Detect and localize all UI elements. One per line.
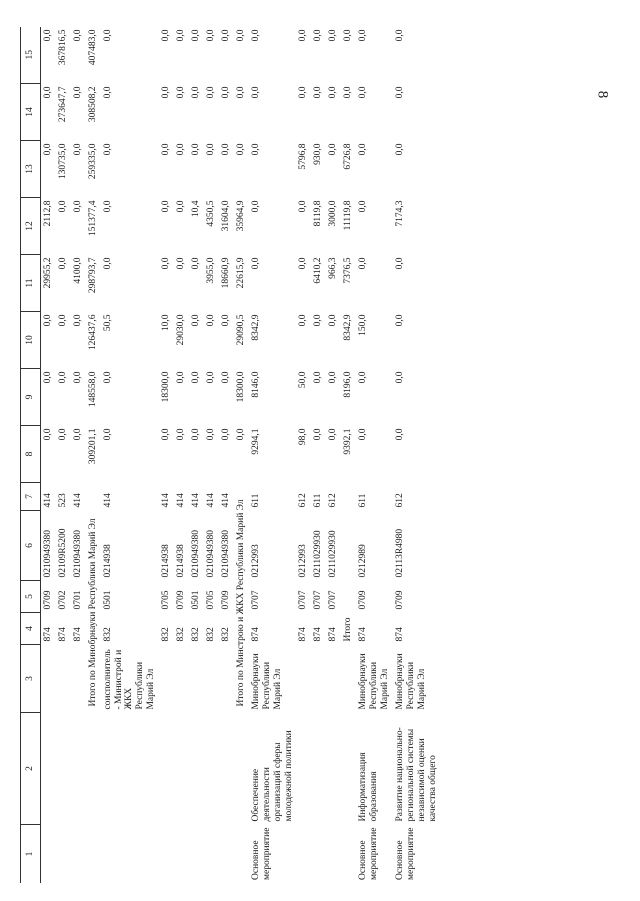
amount-cell: 8342,9 [250,314,261,341]
amount-cell: 50,0 [298,371,309,389]
section-code-cell: 0707 [313,590,324,610]
amount-cell: 29090,5 [235,314,246,346]
section-code-cell: 0709 [42,590,53,610]
amount-cell: 126437,6 [87,314,98,351]
amount-cell: 3000,0 [328,200,339,227]
amount-cell: 0,0 [72,371,83,384]
amount-cell: 11119,8 [343,200,354,231]
grbs-code-cell: 832 [102,627,113,642]
table-row [311,27,326,883]
amount-cell: 309201,1 [87,428,98,465]
target-article-cell: 0214938 [102,544,113,578]
table-row [356,27,393,883]
amount-cell: 0,0 [328,29,339,42]
target-article-cell: 0212993 [250,544,261,578]
amount-cell: 18300,0 [161,371,172,403]
amount-cell: 0,0 [191,257,202,270]
activity-type-cell [56,825,71,883]
target-article-cell: 0211029930 [313,530,324,578]
activity-name-cell [189,713,204,825]
executor-cell: Минобрнауки Республики Марий Эл [358,653,390,710]
amount-cell: 0,0 [57,428,68,441]
activity-name-cell: Развитие национально-региональной системы независимой оценки качества общего [394,727,438,822]
target-article-cell: 0211029930 [328,530,339,578]
amount-cell: 0,0 [220,428,231,441]
subtotal-label: Итого по Минобрнауки Республики Марий Эл [87,518,98,707]
amount-cell: 0,0 [220,143,231,156]
expense-type-cell: 414 [205,493,216,508]
expense-type-cell: 611 [250,493,261,508]
activity-name-cell [341,713,356,825]
amount-cell: 0,0 [358,371,369,384]
column-number: 7 [21,483,41,511]
activity-name-cell [159,713,174,825]
activity-name-cell [71,713,86,825]
column-number: 5 [21,581,41,613]
amount-cell: 0,0 [102,200,113,213]
target-article-cell [341,511,356,581]
grbs-code-cell: 874 [42,627,53,642]
amount-cell: 7376,5 [343,257,354,284]
amount-cell: 0,0 [298,200,309,213]
grbs-code-cell: 874 [57,627,68,642]
executor-cell [40,645,55,713]
amount-cell: 0,0 [313,86,324,99]
amount-cell: 0,0 [394,371,405,384]
grbs-code-cell: 832 [220,627,231,642]
table-row [249,27,297,883]
subtotal-row [234,27,249,883]
activity-type-cell [204,825,219,883]
section-code-cell [341,581,356,613]
amount-cell: 29030,0 [176,314,187,346]
executor-cell [326,645,341,713]
activity-name-cell [311,713,326,825]
amount-cell: 0,0 [250,143,261,156]
column-number: 9 [21,369,41,426]
grbs-code-cell: 832 [205,627,216,642]
expense-type-cell: 612 [298,493,309,508]
amount-cell: 0,0 [313,29,324,42]
section-code-cell: 0501 [102,590,113,610]
amount-cell: 0,0 [102,29,113,42]
column-number: 1 [21,825,41,883]
amount-cell: 0,0 [394,314,405,327]
amount-cell: 0,0 [250,29,261,42]
section-code-cell: 0709 [176,590,187,610]
table-row [159,27,174,883]
expense-type-cell: 414 [72,493,83,508]
amount-cell: 0,0 [42,428,53,441]
amount-cell: 0,0 [298,257,309,270]
column-number-header [21,27,41,883]
grbs-code-cell: 874 [358,627,369,642]
target-article-cell: 0214938 [161,544,172,578]
table-row [189,27,204,883]
amount-cell: 0,0 [298,86,309,99]
subtotal-row [86,27,101,883]
amount-cell: 0,0 [102,371,113,384]
amount-cell: 0,0 [394,86,405,99]
amount-cell: 8146,0 [250,371,261,398]
grbs-code-cell: 874 [250,627,261,642]
amount-cell: 0,0 [205,314,216,327]
amount-cell: 407483,0 [87,29,98,66]
amount-cell: 0,0 [358,428,369,441]
expense-type-cell: 414 [220,493,231,508]
activity-type-cell: Основное мероприятие [394,827,416,880]
activity-type-cell: Основное мероприятие [250,827,272,880]
column-number: 13 [21,141,41,198]
executor-cell [159,645,174,713]
amount-cell: 0,0 [313,428,324,441]
amount-cell: 0,0 [72,200,83,213]
amount-cell: 0,0 [328,371,339,384]
amount-cell: 0,0 [235,428,246,441]
amount-cell: 0,0 [102,143,113,156]
amount-cell: 0,0 [191,428,202,441]
amount-cell: 0,0 [250,200,261,213]
column-number: 4 [21,613,41,645]
empty-cell [234,713,249,825]
activity-type-cell [40,825,55,883]
expense-type-cell: 611 [358,493,369,508]
amount-cell: 0,0 [72,428,83,441]
activity-type-cell [101,825,160,883]
column-number: 8 [21,426,41,483]
amount-cell: 273647,7 [57,86,68,123]
amount-cell: 18660,9 [220,257,231,289]
section-code-cell: 0705 [161,590,172,610]
amount-cell: 0,0 [220,371,231,384]
amount-cell: 0,0 [57,257,68,270]
amount-cell: 0,0 [42,371,53,384]
column-number: 10 [21,312,41,369]
amount-cell: 0,0 [161,428,172,441]
table-row [296,27,311,883]
amount-cell: 0,0 [220,314,231,327]
amount-cell: 9392,1 [343,428,354,455]
amount-cell: 0,0 [57,200,68,213]
amount-cell: 4100,0 [72,257,83,284]
executor-cell [296,645,311,713]
amount-cell: 5796,8 [298,143,309,170]
executor-cell: соисполнитель - Министрой и ЖКХ Республики Марий Эл [102,649,157,710]
section-code-cell: 0707 [250,590,261,610]
amount-cell: 10,0 [161,314,172,332]
section-code-cell: 0709 [394,590,405,610]
target-article-cell: 0210949380 [191,530,202,578]
grbs-code-cell: 832 [176,627,187,642]
amount-cell: 0,0 [176,200,187,213]
target-article-cell: 0214938 [176,544,187,578]
activity-name-cell [296,713,311,825]
amount-cell: 0,0 [205,143,216,156]
amount-cell: 3955,0 [205,257,216,284]
grbs-code-cell: Итого [343,617,354,642]
target-article-cell: 0210949380 [72,530,83,578]
amount-cell: 0,0 [205,428,216,441]
amount-cell: 0,0 [394,257,405,270]
expense-type-cell: 414 [161,493,172,508]
amount-cell: 0,0 [161,200,172,213]
grbs-code-cell: 874 [313,627,324,642]
amount-cell: 151377,4 [87,200,98,237]
column-number: 3 [21,645,41,713]
expense-type-cell: 414 [102,493,113,508]
amount-cell: 0,0 [161,257,172,270]
amount-cell: 298793,7 [87,257,98,294]
amount-cell: 0,0 [343,29,354,42]
activity-name-cell [204,713,219,825]
activity-name-cell [326,713,341,825]
executor-cell: Минобрнауки Республики Марий Эл [394,653,427,710]
activity-type-cell [174,825,189,883]
activity-name-cell [56,713,71,825]
activity-name-cell [174,713,189,825]
activity-name-cell [219,713,234,825]
table-row [71,27,86,883]
expense-type-cell: 612 [328,493,339,508]
amount-cell: 0,0 [42,314,53,327]
target-article-cell: 02113R4980 [394,528,405,578]
amount-cell: 0,0 [205,29,216,42]
target-article-cell: 0212993 [298,544,309,578]
amount-cell: 0,0 [176,86,187,99]
amount-cell: 0,0 [176,257,187,270]
table-row [393,27,441,883]
expense-type-cell: 414 [191,493,202,508]
amount-cell: 0,0 [358,29,369,42]
section-code-cell: 0501 [191,590,202,610]
amount-cell: 6410,2 [313,257,324,284]
amount-cell: 22615,9 [235,257,246,289]
amount-cell: 150,0 [358,314,369,336]
amount-cell: 0,0 [313,314,324,327]
expense-type-cell [341,483,356,511]
section-code-cell: 0709 [220,590,231,610]
executor-cell [311,645,326,713]
grbs-code-cell: 832 [191,627,202,642]
activity-type-cell [341,825,356,883]
executor-cell [341,645,356,713]
column-number: 2 [21,713,41,825]
amount-cell: 98,0 [298,428,309,446]
amount-cell: 0,0 [235,143,246,156]
amount-cell: 0,0 [358,200,369,213]
activity-type-cell [296,825,311,883]
column-number: 14 [21,84,41,141]
column-number: 15 [21,27,41,84]
executor-cell [56,645,71,713]
amount-cell: 8342,9 [343,314,354,341]
amount-cell: 0,0 [205,86,216,99]
amount-cell: 50,5 [102,314,113,332]
table-row [204,27,219,883]
amount-cell: 0,0 [358,143,369,156]
amount-cell: 0,0 [298,29,309,42]
amount-cell: 367816,5 [57,29,68,66]
amount-cell: 0,0 [394,143,405,156]
amount-cell: 6726,8 [343,143,354,170]
amount-cell: 308508,2 [87,86,98,123]
amount-cell: 8119,8 [313,200,324,227]
column-number: 12 [21,198,41,255]
amount-cell: 0,0 [176,143,187,156]
amount-cell: 130735,0 [57,143,68,180]
amount-cell: 0,0 [176,371,187,384]
amount-cell: 18300,0 [235,371,246,403]
empty-cell [86,825,101,883]
budget-table [20,27,441,883]
target-article-cell: 0210949380 [205,530,216,578]
amount-cell: 0,0 [328,428,339,441]
amount-cell: 930,0 [313,143,324,165]
amount-cell: 0,0 [191,371,202,384]
amount-cell: 0,0 [191,29,202,42]
table-row [56,27,71,883]
table-row [101,27,160,883]
amount-cell: 0,0 [72,314,83,327]
amount-cell: 0,0 [220,86,231,99]
table-row [326,27,341,883]
section-code-cell: 0701 [72,590,83,610]
amount-cell: 0,0 [235,29,246,42]
expense-type-cell: 414 [176,493,187,508]
target-article-cell: 0210949380 [220,530,231,578]
amount-cell: 0,0 [72,143,83,156]
table-row [219,27,234,883]
amount-cell: 0,0 [191,314,202,327]
activity-name-cell [40,713,55,825]
amount-cell: 966,3 [328,257,339,279]
activity-type-cell [71,825,86,883]
activity-type-cell [159,825,174,883]
activity-type-cell [189,825,204,883]
section-code-cell: 0702 [57,590,68,610]
amount-cell: 0,0 [235,86,246,99]
activity-type-cell [219,825,234,883]
amount-cell: 0,0 [328,314,339,327]
amount-cell: 0,0 [358,257,369,270]
amount-cell: 0,0 [42,143,53,156]
grbs-code-cell: 874 [328,627,339,642]
target-article-cell: 0210949380 [42,530,53,578]
table-row [341,27,356,883]
expense-type-cell: 523 [57,493,68,508]
table-row [40,27,55,883]
activity-type-cell: Основное мероприятие [358,827,380,880]
amount-cell: 2112,8 [42,200,53,227]
activity-name-cell: Информатизация образования [358,752,380,822]
amount-cell: 0,0 [394,428,405,441]
target-article-cell: 02109R5200 [57,528,68,578]
amount-cell: 9294,1 [250,428,261,455]
section-code-cell: 0709 [358,590,369,610]
amount-cell: 0,0 [205,371,216,384]
amount-cell: 0,0 [328,86,339,99]
grbs-code-cell: 832 [161,627,172,642]
amount-cell: 0,0 [220,29,231,42]
amount-cell: 4350,5 [205,200,216,227]
amount-cell: 0,0 [328,143,339,156]
empty-cell [234,825,249,883]
amount-cell: 0,0 [72,29,83,42]
amount-cell: 0,0 [191,86,202,99]
amount-cell: 0,0 [250,86,261,99]
amount-cell: 0,0 [358,86,369,99]
executor-cell [189,645,204,713]
amount-cell: 0,0 [42,29,53,42]
executor-cell [71,645,86,713]
amount-cell: 29955,2 [42,257,53,289]
amount-cell: 0,0 [176,29,187,42]
executor-cell [204,645,219,713]
grbs-code-cell: 874 [298,627,309,642]
expense-type-cell: 611 [313,493,324,508]
amount-cell: 0,0 [72,86,83,99]
amount-cell: 0,0 [102,86,113,99]
activity-name-cell [101,713,160,825]
amount-cell: 0,0 [42,86,53,99]
section-code-cell: 0705 [205,590,216,610]
activity-name-cell: Обеспечение деятельности организаций сферы молодежной политики [250,730,294,822]
amount-cell: 0,0 [161,143,172,156]
amount-cell: 0,0 [161,86,172,99]
activity-type-cell [326,825,341,883]
amount-cell: 0,0 [161,29,172,42]
executor-cell [219,645,234,713]
amount-cell: 148558,0 [87,371,98,408]
amount-cell: 10,4 [191,200,202,218]
amount-cell: 35964,9 [235,200,246,232]
column-number: 11 [21,255,41,312]
amount-cell: 0,0 [57,314,68,327]
grbs-code-cell: 874 [72,627,83,642]
amount-cell: 0,0 [191,143,202,156]
amount-cell: 0,0 [102,257,113,270]
amount-cell: 0,0 [57,371,68,384]
table-row [174,27,189,883]
amount-cell: 0,0 [313,371,324,384]
amount-cell: 0,0 [102,428,113,441]
section-code-cell: 0707 [328,590,339,610]
activity-type-cell [311,825,326,883]
amount-cell: 259335,0 [87,143,98,180]
amount-cell: 0,0 [298,314,309,327]
page-number: 8 [594,90,611,99]
section-code-cell: 0707 [298,590,309,610]
amount-cell: 0,0 [394,29,405,42]
empty-cell [86,713,101,825]
column-number: 6 [21,511,41,581]
expense-type-cell: 414 [42,493,53,508]
amount-cell: 0,0 [176,428,187,441]
amount-cell: 7174,3 [394,200,405,227]
executor-cell [174,645,189,713]
target-article-cell: 0212989 [358,544,369,578]
grbs-code-cell: 874 [394,627,405,642]
amount-cell: 0,0 [250,257,261,270]
expense-type-cell: 612 [394,493,405,508]
subtotal-label: Итого по Минстрою и ЖКХ Республики Марий Эл [235,499,246,707]
amount-cell: 0,0 [343,86,354,99]
amount-cell: 31604,0 [220,200,231,232]
executor-cell: Минобрнауки Республики Марий Эл [250,653,283,710]
amount-cell: 8196,0 [343,371,354,398]
